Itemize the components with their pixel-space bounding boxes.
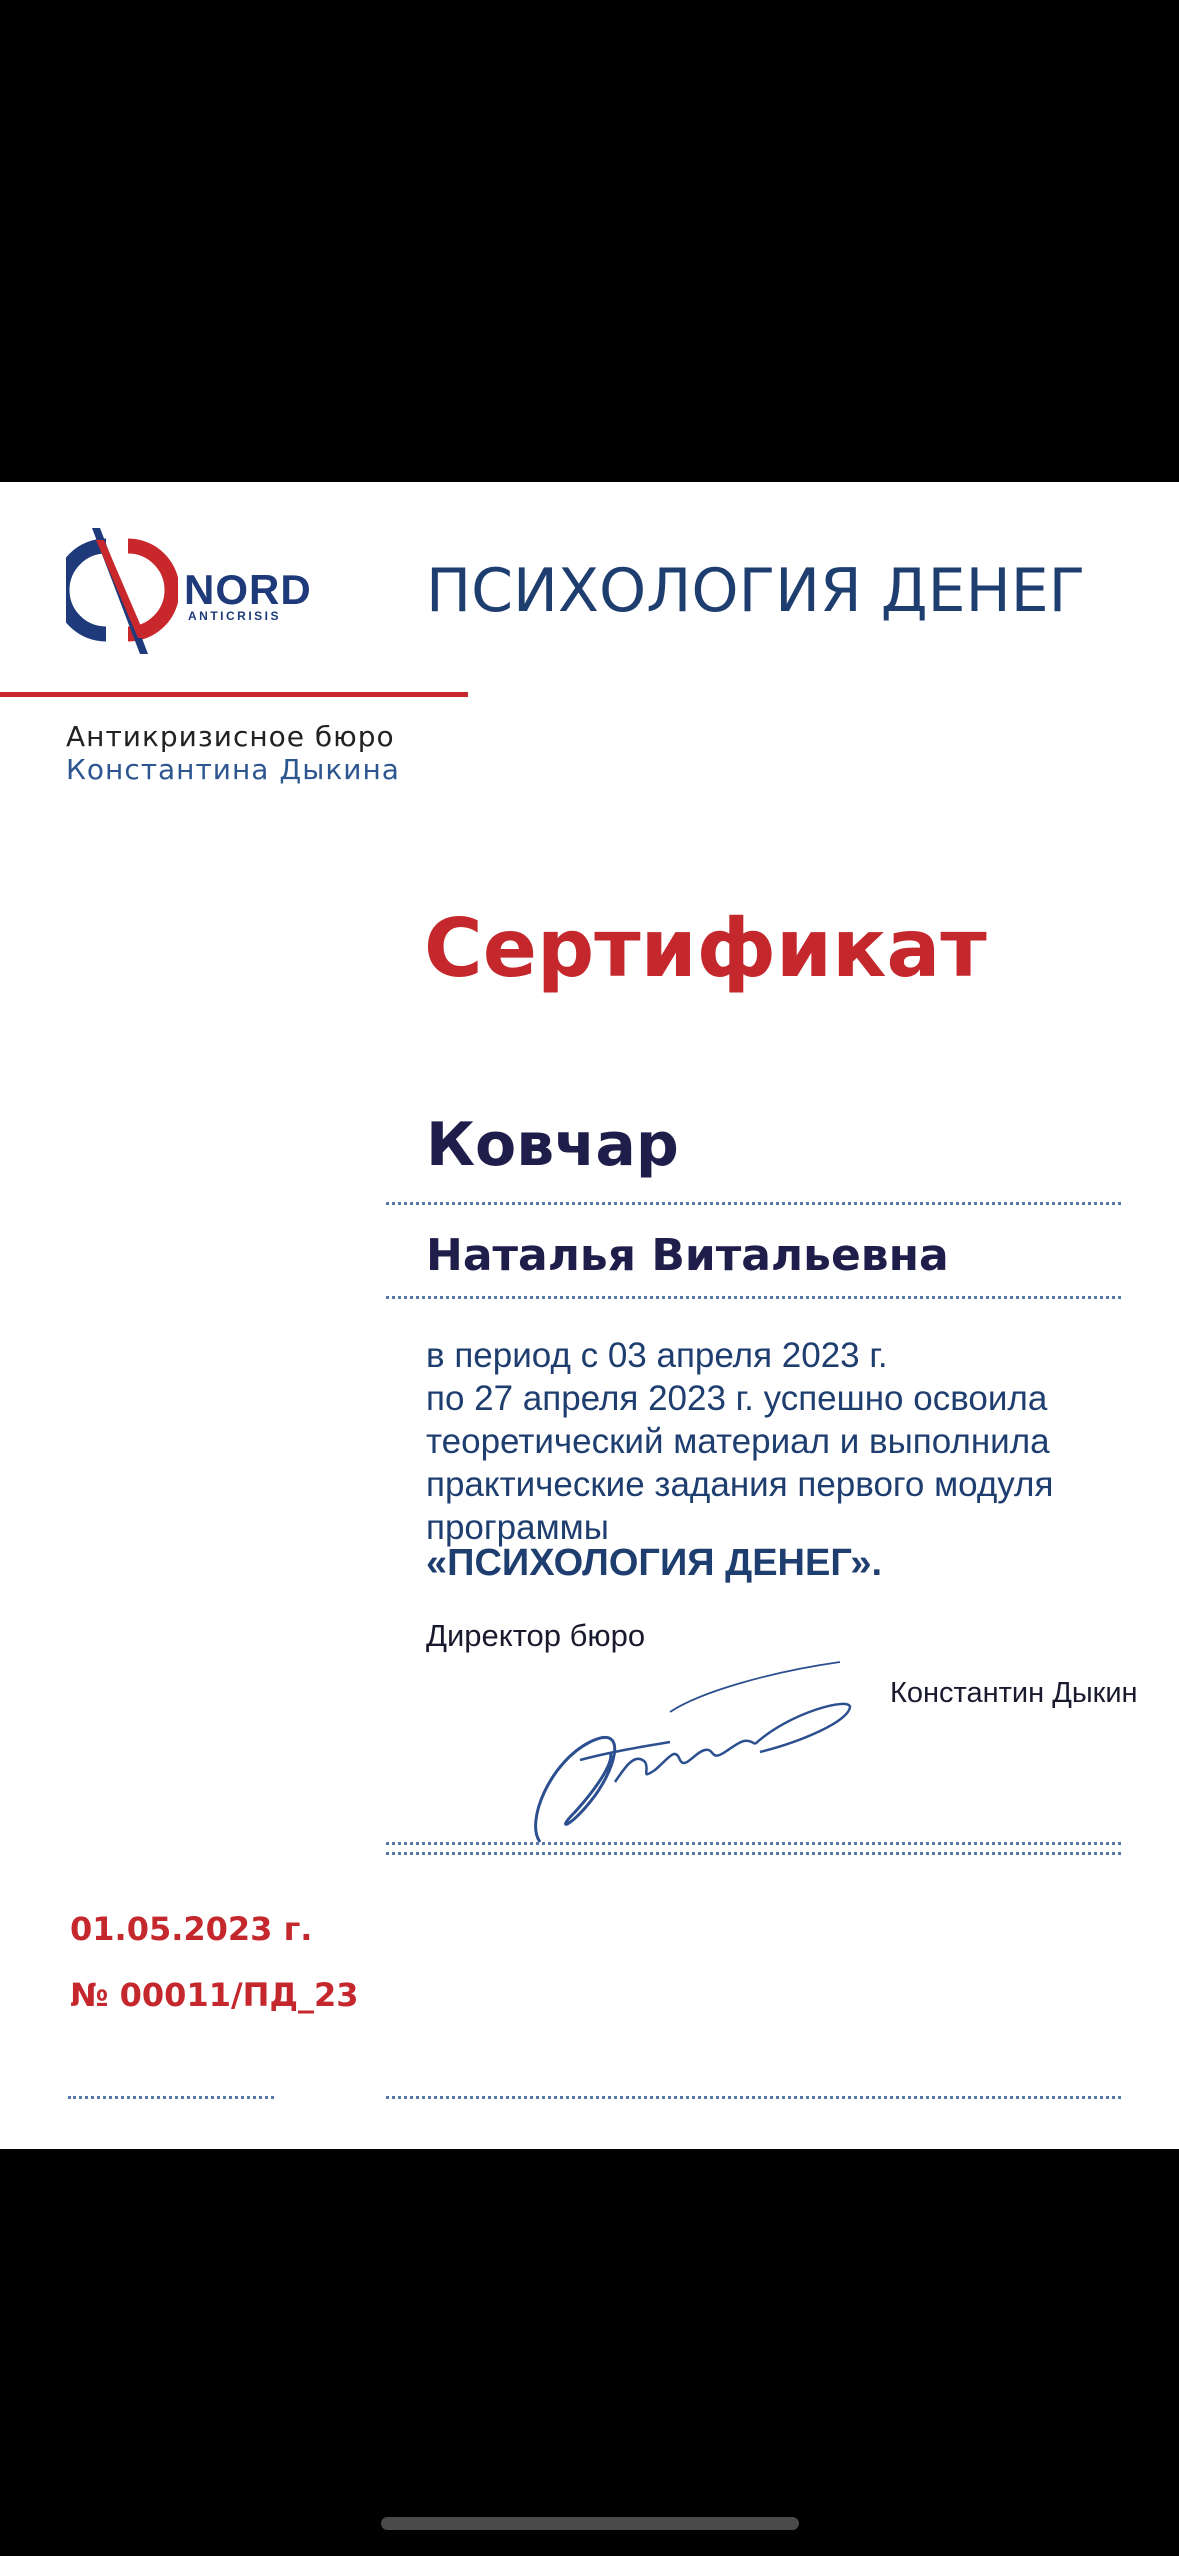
red-divider: [0, 692, 468, 697]
body-line: по 27 апреля 2023 г. успешно освоила: [426, 1379, 1048, 1418]
program-header-title: ПСИХОЛОГИЯ ДЕНЕГ: [426, 556, 1086, 626]
dotted-divider: [386, 1842, 1121, 1845]
certificate-title: Сертификат: [424, 902, 987, 995]
bureau-line-1: Антикризисное бюро: [66, 720, 395, 753]
program-name: «ПСИХОЛОГИЯ ДЕНЕГ».: [426, 1542, 883, 1584]
dotted-divider: [386, 1202, 1121, 1205]
signature-icon: [520, 1652, 860, 1852]
director-label: Директор бюро: [426, 1618, 646, 1653]
recipient-given-names: Наталья Витальевна: [426, 1230, 949, 1281]
issue-date: 01.05.2023 г.: [70, 1910, 313, 1948]
body-line: программы: [426, 1508, 609, 1547]
nord-logo-icon: [66, 526, 178, 656]
certificate-body-text: [426, 1334, 1126, 1549]
body-line: в период с 03 апреля 2023 г.: [426, 1336, 888, 1375]
bureau-line-2: Константина Дыкина: [66, 753, 400, 786]
certificate-number: № 00011/ПД_23: [70, 1976, 359, 2014]
dotted-divider: [386, 1296, 1121, 1299]
dotted-divider: [386, 1852, 1121, 1855]
signer-name: Константин Дыкин: [890, 1677, 1138, 1709]
dotted-divider: [68, 2096, 274, 2099]
recipient-surname: Ковчар: [426, 1110, 679, 1180]
home-indicator[interactable]: [381, 2517, 799, 2530]
body-line: практические задания первого модуля: [426, 1465, 1054, 1504]
certificate-document: [0, 482, 1179, 2149]
body-line: теоретический материал и выполнила: [426, 1422, 1050, 1461]
logo-brand-text: NORD: [184, 566, 312, 613]
logo-sub-text: ANTICRISIS: [188, 609, 282, 623]
dotted-divider: [386, 2096, 1121, 2099]
